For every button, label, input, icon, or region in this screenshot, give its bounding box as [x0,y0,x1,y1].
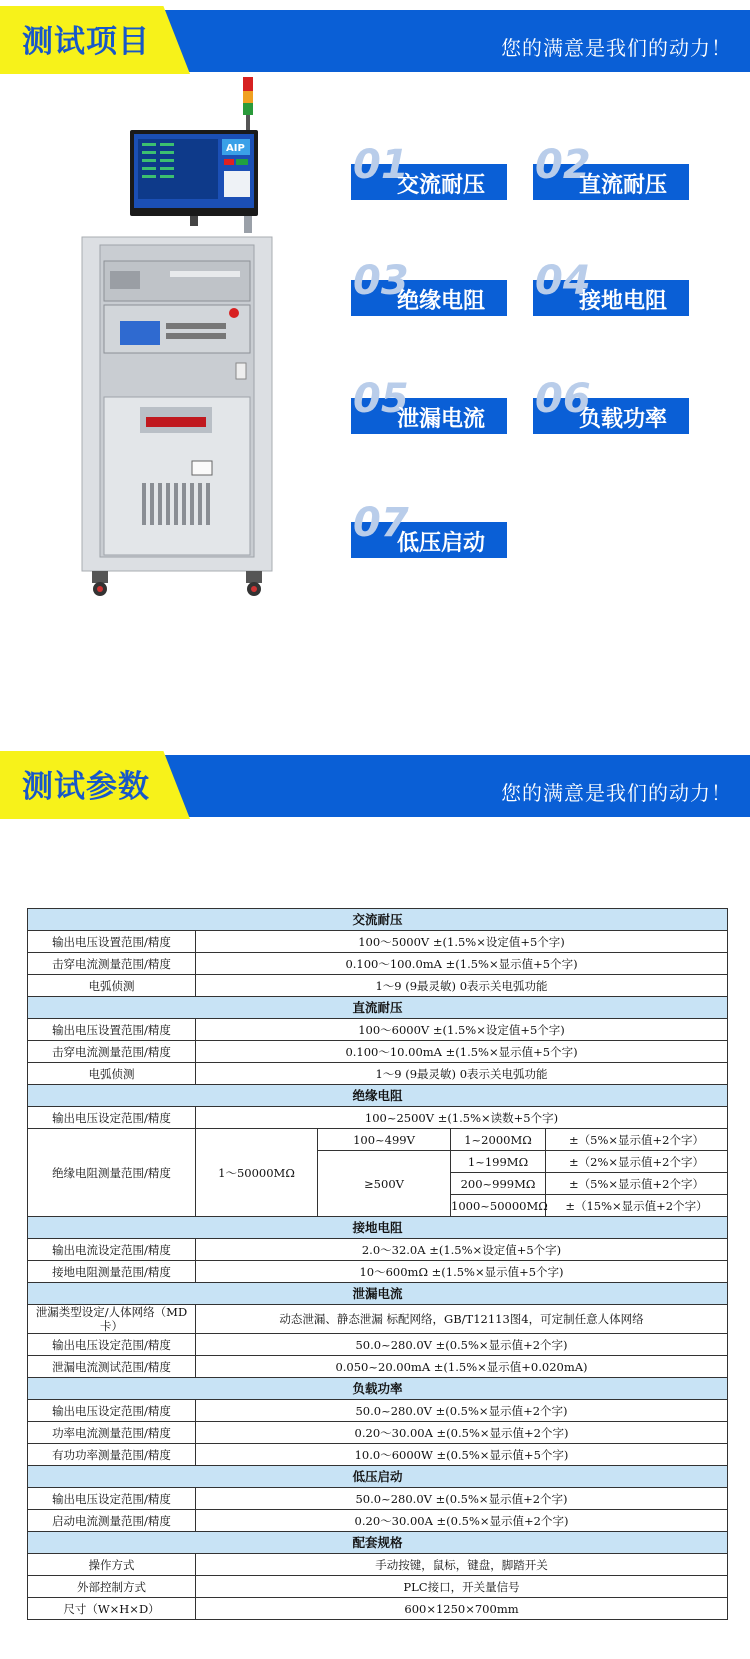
table-row: 启动电流测量范围/精度 0.20～30.00A ±(0.5%×显示值+2个字) [28,1510,728,1532]
table-row: 尺寸（W×H×D） 600×1250×700mm [28,1598,728,1620]
table-row: 绝缘电阻测量范围/精度 1～50000MΩ 100~499V 1~2000MΩ ±（5%×显示值+2个字） [28,1129,728,1151]
table-row: 输出电压设定范围/精度 100~2500V ±(1.5%×读数+5个字) [28,1107,728,1129]
table-row: 电弧侦测 1～9 (9最灵敏) 0表示关电弧功能 [28,1063,728,1085]
test-item-low-voltage-start: 07 低压启动 [351,508,507,558]
table-row: 输出电压设定范围/精度 50.0~280.0V ±(0.5%×显示值+2个字) [28,1334,728,1356]
slogan: 您的满意是我们的动力！ [501,36,732,60]
table-row: 输出电压设定范围/精度 50.0~280.0V ±(0.5%×显示值+2个字) [28,1400,728,1422]
section-row: 交流耐压 [28,909,728,931]
section-row: 负载功率 [28,1378,728,1400]
section-header-test-params [0,745,750,819]
section-row: 直流耐压 [28,997,728,1019]
section-row: 低压启动 [28,1466,728,1488]
table-row: 1000~50000MΩ ±（15%×显示值+2个字） [28,1195,728,1217]
table-row: 200~999MΩ ±（5%×显示值+2个字） [28,1173,728,1195]
section-header-test-items [0,0,750,74]
section-row: 泄漏电流 [28,1283,728,1305]
test-item-leakage: 05 泄漏电流 [351,384,507,434]
test-item-insulation: 03 绝缘电阻 [351,266,507,316]
table-row: 击穿电流测量范围/精度 0.100～100.0mA ±(1.5%×显示值+5个字) [28,953,728,975]
parameter-table [27,908,728,1620]
section-row: 绝缘电阻 [28,1085,728,1107]
table-row: 输出电压设置范围/精度 100～6000V ±(1.5%×设定值+5个字) [28,1019,728,1041]
table-row: 外部控制方式 PLC接口，开关量信号 [28,1576,728,1598]
table-row: 击穿电流测量范围/精度 0.100～10.00mA ±(1.5%×显示值+5个字) [28,1041,728,1063]
table-row: 接地电阻测量范围/精度 10～600mΩ ±(1.5%×显示值+5个字) [28,1261,728,1283]
section-title: 测试参数 [22,769,150,805]
section-title: 测试项目 [22,24,150,60]
section-row: 接地电阻 [28,1217,728,1239]
table-row: ≥500V 1~199MΩ ±（2%×显示值+2个字） [28,1151,728,1173]
test-item-dc-withstand: 02 直流耐压 [533,150,689,200]
table-row: 泄漏类型设定/人体网络（MD卡） 动态泄漏、静态泄漏 标配网络，GB/T12113图4，可定制任意人体网络 [28,1305,728,1334]
table-row: 操作方式 手动按键，鼠标，键盘，脚踏开关 [28,1554,728,1576]
section-row: 配套规格 [28,1532,728,1554]
table-row: 输出电压设置范围/精度 100～5000V ±(1.5%×设定值+5个字) [28,931,728,953]
test-cabinet-image [80,75,280,605]
brand-label: AIP [226,143,245,154]
table-row: 输出电流设定范围/精度 2.0～32.0A ±(1.5%×设定值+5个字) [28,1239,728,1261]
test-item-ground: 04 接地电阻 [533,266,689,316]
table-row: 电弧侦测 1～9 (9最灵敏) 0表示关电弧功能 [28,975,728,997]
test-item-load-power: 06 负载功率 [533,384,689,434]
table-row: 输出电压设定范围/精度 50.0~280.0V ±(0.5%×显示值+2个字) [28,1488,728,1510]
table-row: 有功功率测量范围/精度 10.0～6000W ±(0.5%×显示值+5个字) [28,1444,728,1466]
slogan: 您的满意是我们的动力！ [501,781,732,805]
test-item-ac-withstand: 01 交流耐压 [351,150,507,200]
table-row: 功率电流测量范围/精度 0.20～30.00A ±(0.5%×显示值+2个字) [28,1422,728,1444]
table-row: 泄漏电流测试范围/精度 0.050~20.00mA ±(1.5%×显示值+0.020mA) [28,1356,728,1378]
